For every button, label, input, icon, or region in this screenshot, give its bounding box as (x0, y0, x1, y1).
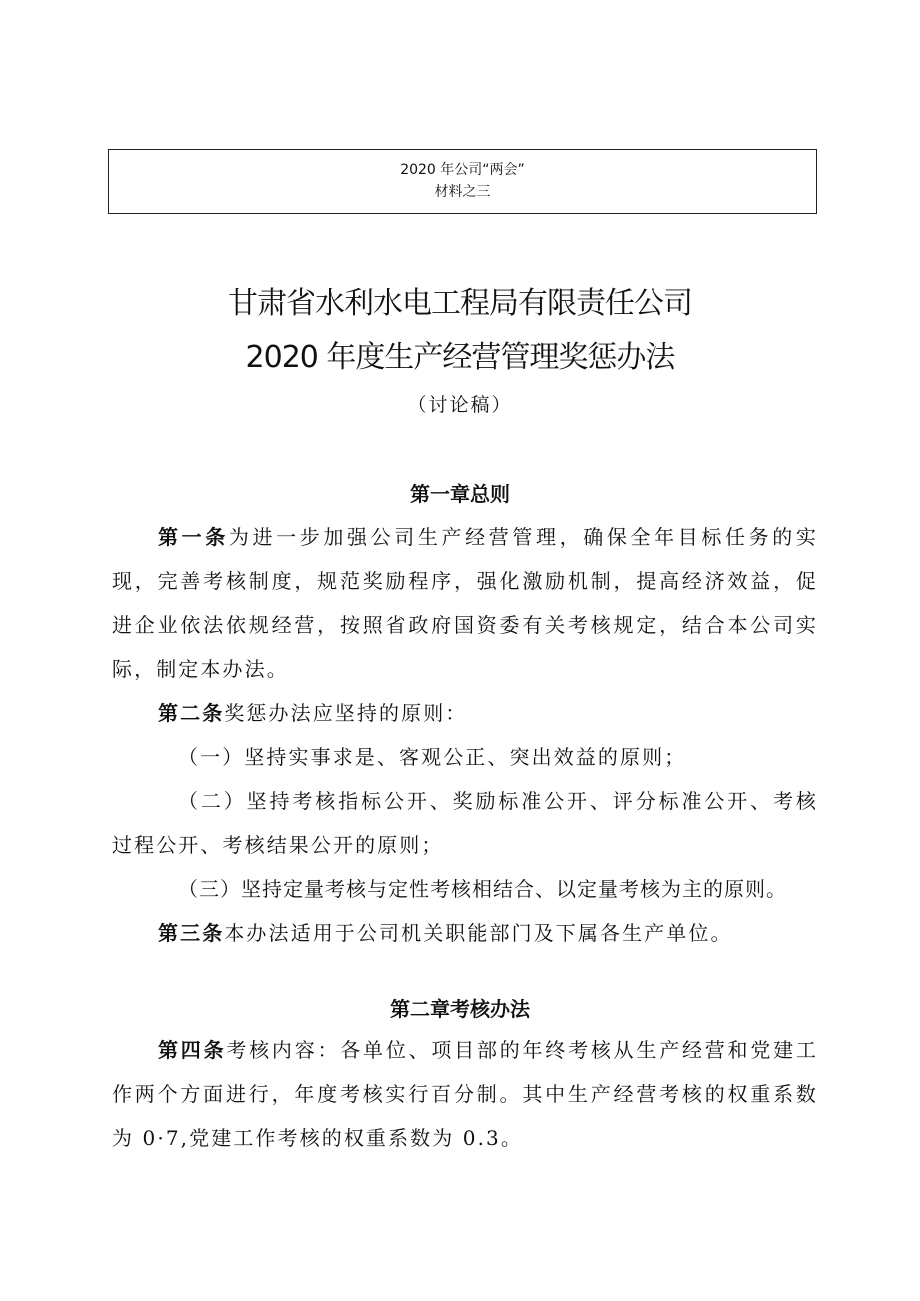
document-subtitle: （讨论稿） (407, 394, 513, 416)
chapter-2-heading: 第二章考核办法 (390, 997, 530, 1021)
article-1-text: 为进一步加强公司生产经营管理，确保全年目标任务的实现，完善考核制度，规范奖励程序，强化激励机制，提高经济效益，促进企业依法依规经营，按照省政府国资委有关考核规定，结合本公司实际，制定本办法。 (112, 525, 819, 681)
article-3-label: 第三条 (158, 921, 225, 945)
article-3 (112, 911, 818, 955)
article-2-label: 第二条 (158, 701, 225, 725)
document-title-line-2: 2020 年度生产经营管理奖惩办法 (245, 340, 675, 375)
article-3-text: 本办法适用于公司机关职能部门及下属各生产单位。 (224, 921, 733, 945)
header-line-2: 材料之三 (434, 184, 491, 200)
article-2-item-2: （二）坚持考核指标公开、奖励标准公开、评分标准公开、考核过程公开、考核结果公开的原则； (112, 789, 818, 857)
article-2-item-1: （一）坚持实事求是、客观公正、突出效益的原则； (178, 745, 687, 769)
article-1-label: 第一条 (158, 525, 229, 549)
article-4-label: 第四条 (158, 1038, 227, 1062)
document-title-line-1: 甘肃省水利水电工程局有限责任公司 (228, 286, 692, 321)
article-1 (112, 515, 818, 691)
header-box (108, 149, 817, 214)
chapter-1-heading: 第一章总则 (410, 482, 510, 506)
article-2-text: 奖惩办法应坚持的原则： (224, 701, 468, 725)
article-4 (112, 1028, 818, 1160)
article-2 (112, 691, 818, 735)
article-4-text: 考核内容：各单位、项目部的年终考核从生产经营和党建工作两个方面进行，年度考核实行百分制。其中生产经营考核的权重系数为 0·7,党建工作考核的权重系数为 0.3。 (112, 1038, 818, 1150)
header-line-1: 2020 年公司“两会” (400, 162, 525, 178)
article-2-item-3: （三）坚持定量考核与定性考核相结合、以定量考核为主的原则。 (178, 877, 787, 901)
